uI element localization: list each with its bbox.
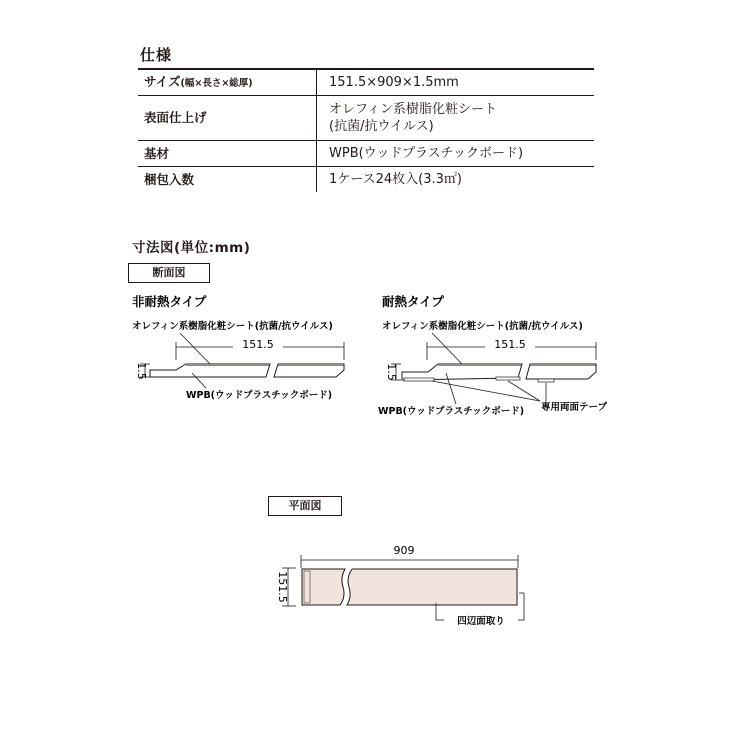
spec-title: 仕様	[140, 46, 173, 64]
spec-value-base: WPB(ウッドプラスチックボード)	[329, 145, 524, 161]
non-heat-title: 非耐熱タイプ	[132, 294, 207, 309]
spec-value-size: 151.5×909×1.5mm	[329, 74, 459, 90]
dimension-title: 寸法図(単位:mm)	[132, 240, 251, 256]
heat-title: 耐熱タイプ	[382, 294, 444, 309]
plan-board-left	[302, 569, 345, 605]
heat-thickness: 1.5	[385, 363, 398, 381]
heat-section	[378, 294, 608, 417]
non-heat-width: 151.5	[242, 338, 274, 351]
plan-board-right	[347, 569, 517, 605]
spec-label-base: 基材	[138, 140, 317, 166]
non-heat-thickness: 1.5	[135, 362, 148, 380]
spec-label-size: サイズ(幅×長さ×総厚)	[138, 69, 317, 95]
plan-chamfer-label: 四辺面取り	[457, 616, 505, 627]
heat-sheet-label: オレフィン系樹脂化粧シート(抗菌/抗ウイルス)	[382, 321, 583, 332]
non-heat-base-label: WPB(ウッドプラスチックボード)	[186, 390, 333, 401]
plan-length: 909	[393, 544, 415, 557]
spec-label-packing: 梱包入数	[138, 166, 317, 192]
heat-tape-label: 専用両面テープ	[541, 402, 608, 413]
plan-view	[276, 544, 524, 627]
plan-width: 151.5	[276, 571, 289, 603]
non-heat-section	[132, 294, 344, 401]
plan-view-label: 平面図	[268, 496, 342, 516]
spec-value-packing: 1ケース24枚入(3.3㎡)	[329, 171, 462, 187]
heat-width: 151.5	[494, 338, 526, 351]
spec-value-surface: オレフィン系樹脂化粧シート (抗菌/抗ウイルス)	[329, 101, 497, 134]
spec-label-surface: 表面仕上げ	[138, 95, 317, 140]
heat-base-label: WPB(ウッドプラスチックボード)	[378, 406, 525, 417]
section-view-label: 断面図	[128, 263, 210, 283]
non-heat-sheet-label: オレフィン系樹脂化粧シート(抗菌/抗ウイルス)	[132, 321, 333, 332]
